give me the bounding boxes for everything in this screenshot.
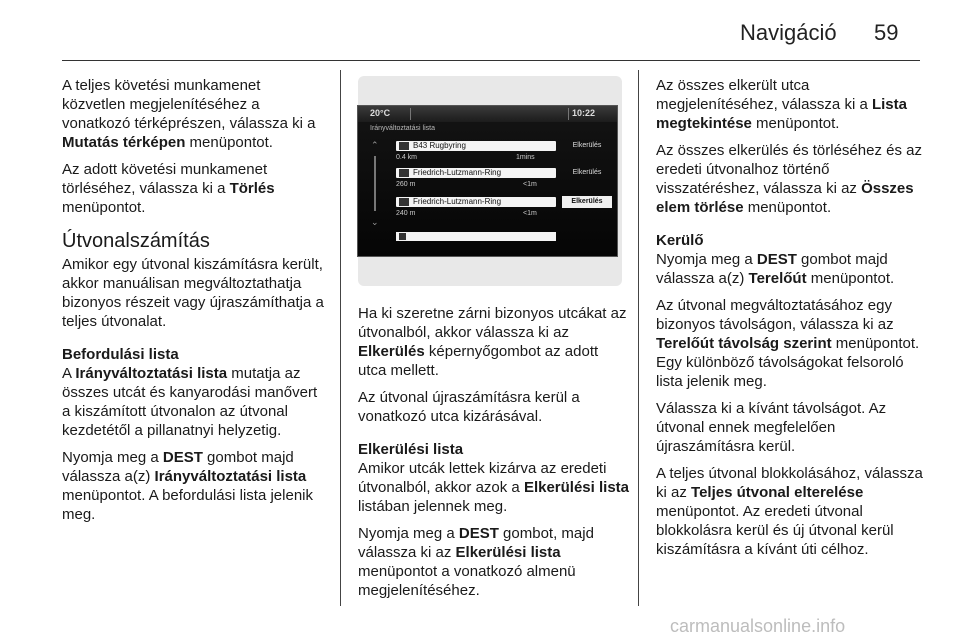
paragraph: Amikor egy útvonal kiszámításra került, akkor manuálisan megváltoztathatja bizonyos részeit vagy újraszámíthatja a teljes útvonalat. xyxy=(62,256,324,330)
paragraph: Amikor utcák lettek kizárva az eredeti útvonalból, akkor azok a Elkerülési lista listában jelennek meg. xyxy=(358,460,629,515)
column-1 xyxy=(62,76,326,532)
street-name: Friedrich-Lutzmann-Ring xyxy=(413,168,502,177)
paragraph: A teljes követési munkamenet közvetlen megjelenítéséhez a vonatkozó térképrészen, válassza ki a Mutatás térképen menüpontot. xyxy=(62,77,316,151)
road-sign-icon xyxy=(399,142,409,150)
paragraph: A Irányváltoztatási lista mutatja az összes utcát és kanyarodási manővert a kiszámított útvonalon az útvonal kezdetétől a pillanatnyi helyzetig. xyxy=(62,365,318,439)
subsection-heading: Elkerülési lista xyxy=(358,441,464,458)
status-divider xyxy=(568,108,569,120)
scrollbar[interactable] xyxy=(374,156,376,211)
row-duration: 1mins xyxy=(516,154,535,161)
scroll-down-icon[interactable]: ⌄ xyxy=(371,217,379,227)
avoid-button[interactable]: Elkerülés xyxy=(562,196,612,208)
scroll-up-icon[interactable]: ⌃ xyxy=(371,140,379,150)
page-title: Navigáció xyxy=(740,20,837,45)
row-distance: 240 m xyxy=(396,210,416,217)
street-name: B43 Rugbyring xyxy=(413,141,466,150)
header-rule xyxy=(62,60,920,61)
turn-row[interactable] xyxy=(396,168,556,178)
row-distance: 0.4 km xyxy=(396,154,418,161)
row-duration: <1m xyxy=(523,210,537,217)
paragraph: Az összes elkerülés és törléséhez és az eredeti útvonalhoz történő visszatéréshez, válassza ki az Összes elem törlése menüpontot. xyxy=(656,142,922,216)
paragraph: Nyomja meg a DEST gombot, majd válassza ki az Elkerülési lista menüpontot a vonatkozó almenü megjelenítéséhez. xyxy=(358,525,594,599)
temperature-readout: 20°C xyxy=(370,108,391,118)
row-duration: <1m xyxy=(523,181,537,188)
turn-row[interactable] xyxy=(396,141,556,151)
column-2 xyxy=(358,304,630,608)
paragraph: Az útvonal újraszámításra kerül a vonatkozó utca kizárásával. xyxy=(358,389,580,425)
page-header xyxy=(0,0,960,60)
avoid-button[interactable]: Elkerülés xyxy=(572,142,602,149)
status-divider xyxy=(410,108,411,120)
street-name: Friedrich-Lutzmann-Ring xyxy=(413,197,502,206)
status-bar xyxy=(358,106,617,122)
destination-bar[interactable] xyxy=(396,232,556,241)
avoid-button[interactable]: Elkerülés xyxy=(572,169,602,176)
subsection-heading: Befordulási lista xyxy=(62,346,179,363)
subsection-heading: Kerülő xyxy=(656,232,704,249)
section-heading: Útvonalszámítás xyxy=(62,230,210,252)
paragraph: Az adott követési munkamenet törléséhez, válassza ki a Törlés menüpontot. xyxy=(62,161,275,216)
paragraph: Nyomja meg a DEST gombot majd válassza a(z) Terelőút menüpontot. xyxy=(656,251,895,287)
clock-readout: 10:22 xyxy=(571,108,595,118)
page-number: 59 xyxy=(874,20,899,45)
paragraph: Válassza ki a kívánt távolságot. Az útvonal ennek megfelelően újraszámításra kerül. xyxy=(656,400,887,455)
row-distance: 260 m xyxy=(396,181,416,188)
destination-icon xyxy=(399,233,406,240)
list-title: Irányváltoztatási lista xyxy=(370,125,435,132)
turn-row[interactable] xyxy=(396,197,556,207)
paragraph: Az útvonal megváltoztatásához egy bizonyos távolságon, válassza ki az Terelőút távolság szerint menüpontot. Egy különböző távolságokat felsoroló lista jelenik meg. xyxy=(656,297,920,390)
column-divider xyxy=(638,70,639,606)
watermark: carmanualsonline.info xyxy=(670,616,846,636)
paragraph: Nyomja meg a DEST gombot majd válassza a(z) Irányváltoztatási lista menüpontot. A befordulási lista jelenik meg. xyxy=(62,449,313,523)
column-divider xyxy=(340,70,341,606)
paragraph: Ha ki szeretne zárni bizonyos utcákat az útvonalból, akkor válassza ki az Elkerülés képernyőgombot az adott utca mellett. xyxy=(358,305,627,379)
paragraph: Az összes elkerült utca megjelenítéséhez, válassza ki a Lista megtekintése menüpontot. xyxy=(656,77,907,132)
turn-arrow-icon xyxy=(399,198,409,206)
paragraph: A teljes útvonal blokkolásához, válassza ki az Teljes útvonal elterelése menüpontot. Az eredeti útvonal blokkolásra kerül és új útvonal kerül kiszámításra a kívánt úti célhoz. xyxy=(656,465,923,558)
column-3 xyxy=(656,76,924,567)
turn-list-display xyxy=(357,105,618,257)
turn-arrow-icon xyxy=(399,169,409,177)
